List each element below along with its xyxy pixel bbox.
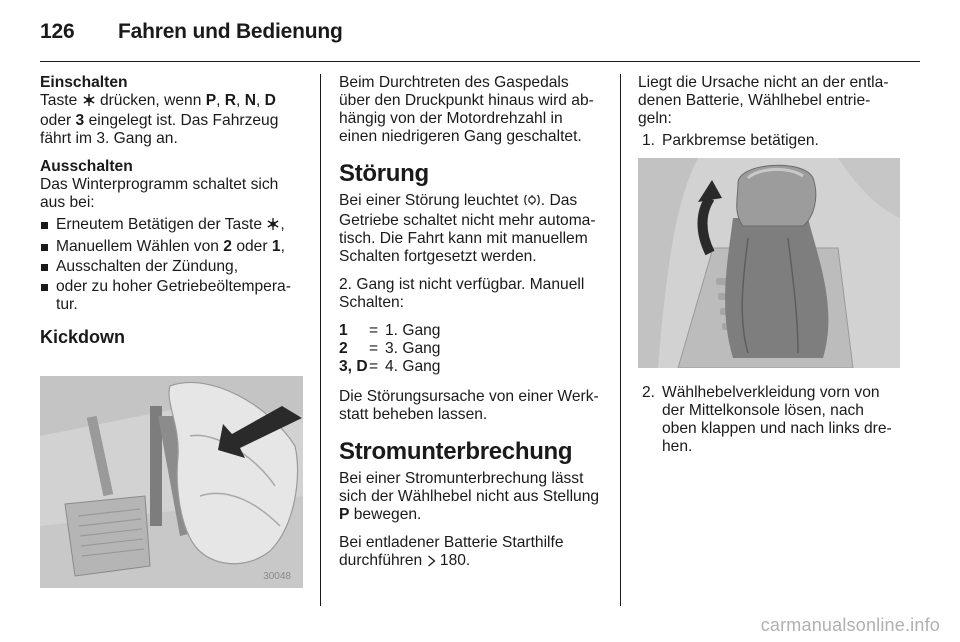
stromunterbrechung-paragraph: Bei einer Stromunterbrechung lässt sich der Wählhebel nicht aus Stellung P bewegen. — [339, 470, 600, 523]
column-3-continued — [638, 382, 902, 456]
list-item: Manuellem Wählen von 2 oder 1, — [40, 238, 306, 256]
list-item: oder zu hoher Getriebeöltempera-tur. — [40, 278, 306, 314]
column-divider — [320, 74, 321, 606]
einschalten-paragraph: Taste drücken, wenn P, R, N, D oder 3 eingelegt ist. Das Fahrzeug fährt im 3. Gang an. — [40, 92, 279, 147]
steps-list — [638, 132, 902, 150]
kickdown-illustration — [40, 376, 303, 588]
column-3 — [638, 74, 902, 150]
page-reference-link[interactable]: 180. — [439, 552, 471, 569]
ausschalten-list — [40, 216, 306, 314]
batterie-paragraph: Bei entladener Batterie Starthilfe durchführen 180. — [339, 534, 604, 572]
stromunterbrechung-heading: Stromunterbrechung — [339, 438, 573, 465]
ausschalten-heading: Ausschalten — [40, 158, 133, 175]
stoerung-heading: Störung — [339, 160, 429, 187]
snowflake-icon — [266, 217, 280, 236]
header-divider — [40, 61, 920, 62]
page-header — [40, 14, 920, 58]
steps-list — [638, 384, 902, 456]
table-row: 1 = 1. Gang — [339, 322, 441, 339]
page-title: Fahren und Bedienung — [118, 20, 343, 43]
table-row: 2 = 3. Gang — [339, 340, 441, 357]
list-item: Ausschalten der Zündung, — [40, 258, 306, 276]
page-number: 126 — [40, 20, 75, 43]
list-item: 1. Parkbremse betätigen. — [642, 132, 819, 149]
gearbox-fault-icon — [523, 193, 541, 212]
column-2 — [339, 74, 604, 582]
gear-lever-illustration — [638, 158, 900, 368]
watermark: carmanualsonline.info — [760, 615, 940, 635]
werkstatt-paragraph: Die Störungsursache von einer Werk-statt beheben lassen. — [339, 388, 599, 423]
gang-paragraph: 2. Gang ist nicht verfügbar. Manuell Schalten: — [339, 276, 585, 311]
entriegeln-intro: Liegt die Ursache nicht an der entla-denen Batterie, Wählhebel entrie-geln: — [638, 74, 889, 127]
column-divider — [620, 74, 621, 606]
stoerung-paragraph: Bei einer Störung leuchtet . Das Getriebe schaltet nicht mehr automa-tisch. Die Fahrt kann mit manuellem Schalten fortgesetzt werden. — [339, 192, 596, 265]
image-reference-number: 30048 — [263, 571, 291, 582]
column-1 — [40, 74, 306, 348]
einschalten-heading: Einschalten — [40, 74, 128, 91]
page-reference-icon — [427, 554, 436, 572]
kickdown-heading: Kickdown — [40, 327, 126, 347]
list-item: 2. Wählhebelverkleidung vorn von der Mittelkonsole lösen, nach oben klappen und nach links dre-hen. — [642, 384, 892, 455]
kickdown-paragraph: Beim Durchtreten des Gaspedals über den Druckpunkt hinaus wird ab-hängig von der Motordrehzahl in einen niedrigeren Gang geschaltet. — [339, 74, 594, 145]
table-row: 3, D = 4. Gang — [339, 358, 441, 375]
list-item: Erneutem Betätigen der Taste , — [40, 216, 306, 236]
ausschalten-intro: Das Winterprogramm schaltet sich aus bei: — [40, 176, 279, 211]
snowflake-icon — [82, 93, 96, 112]
gear-table — [339, 322, 604, 376]
